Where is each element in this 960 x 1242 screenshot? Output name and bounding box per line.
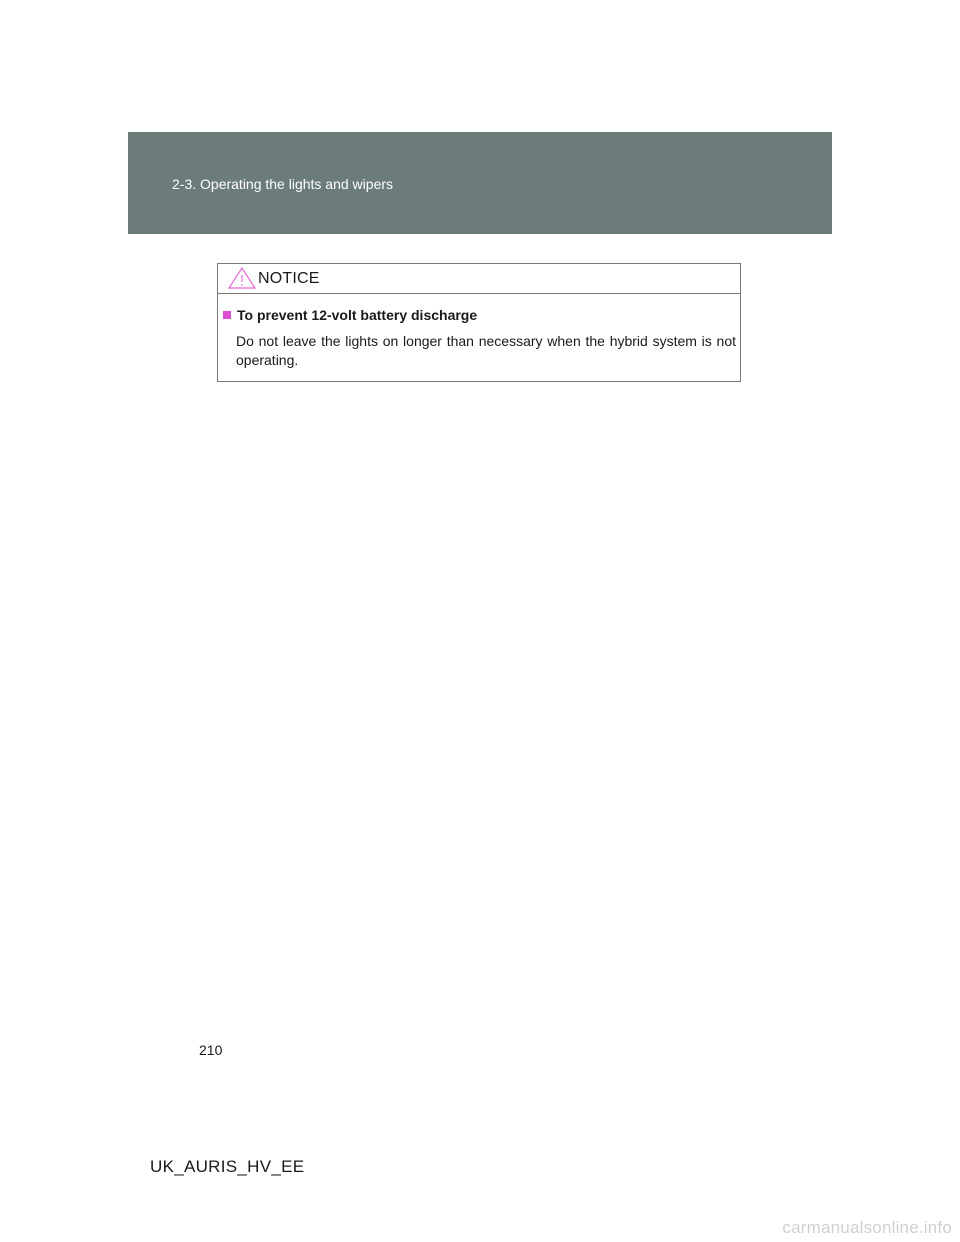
notice-heading: To prevent 12-volt battery discharge	[237, 307, 478, 323]
section-header-band	[128, 132, 832, 234]
notice-title: NOTICE	[258, 270, 320, 287]
bullet-square-icon	[223, 311, 231, 319]
notice-header	[218, 264, 740, 294]
document-code: UK_AURIS_HV_EE	[150, 1157, 305, 1176]
notice-box	[217, 263, 741, 382]
watermark: carmanualsonline.info	[782, 1218, 952, 1237]
notice-text: Do not leave the lights on longer than necessary when the hybrid system is not operating.	[236, 333, 736, 368]
page-number: 210	[199, 1042, 223, 1058]
warning-triangle-icon	[227, 266, 257, 290]
notice-bullet-row	[223, 307, 477, 325]
section-title: 2-3. Operating the lights and wipers	[172, 176, 394, 192]
